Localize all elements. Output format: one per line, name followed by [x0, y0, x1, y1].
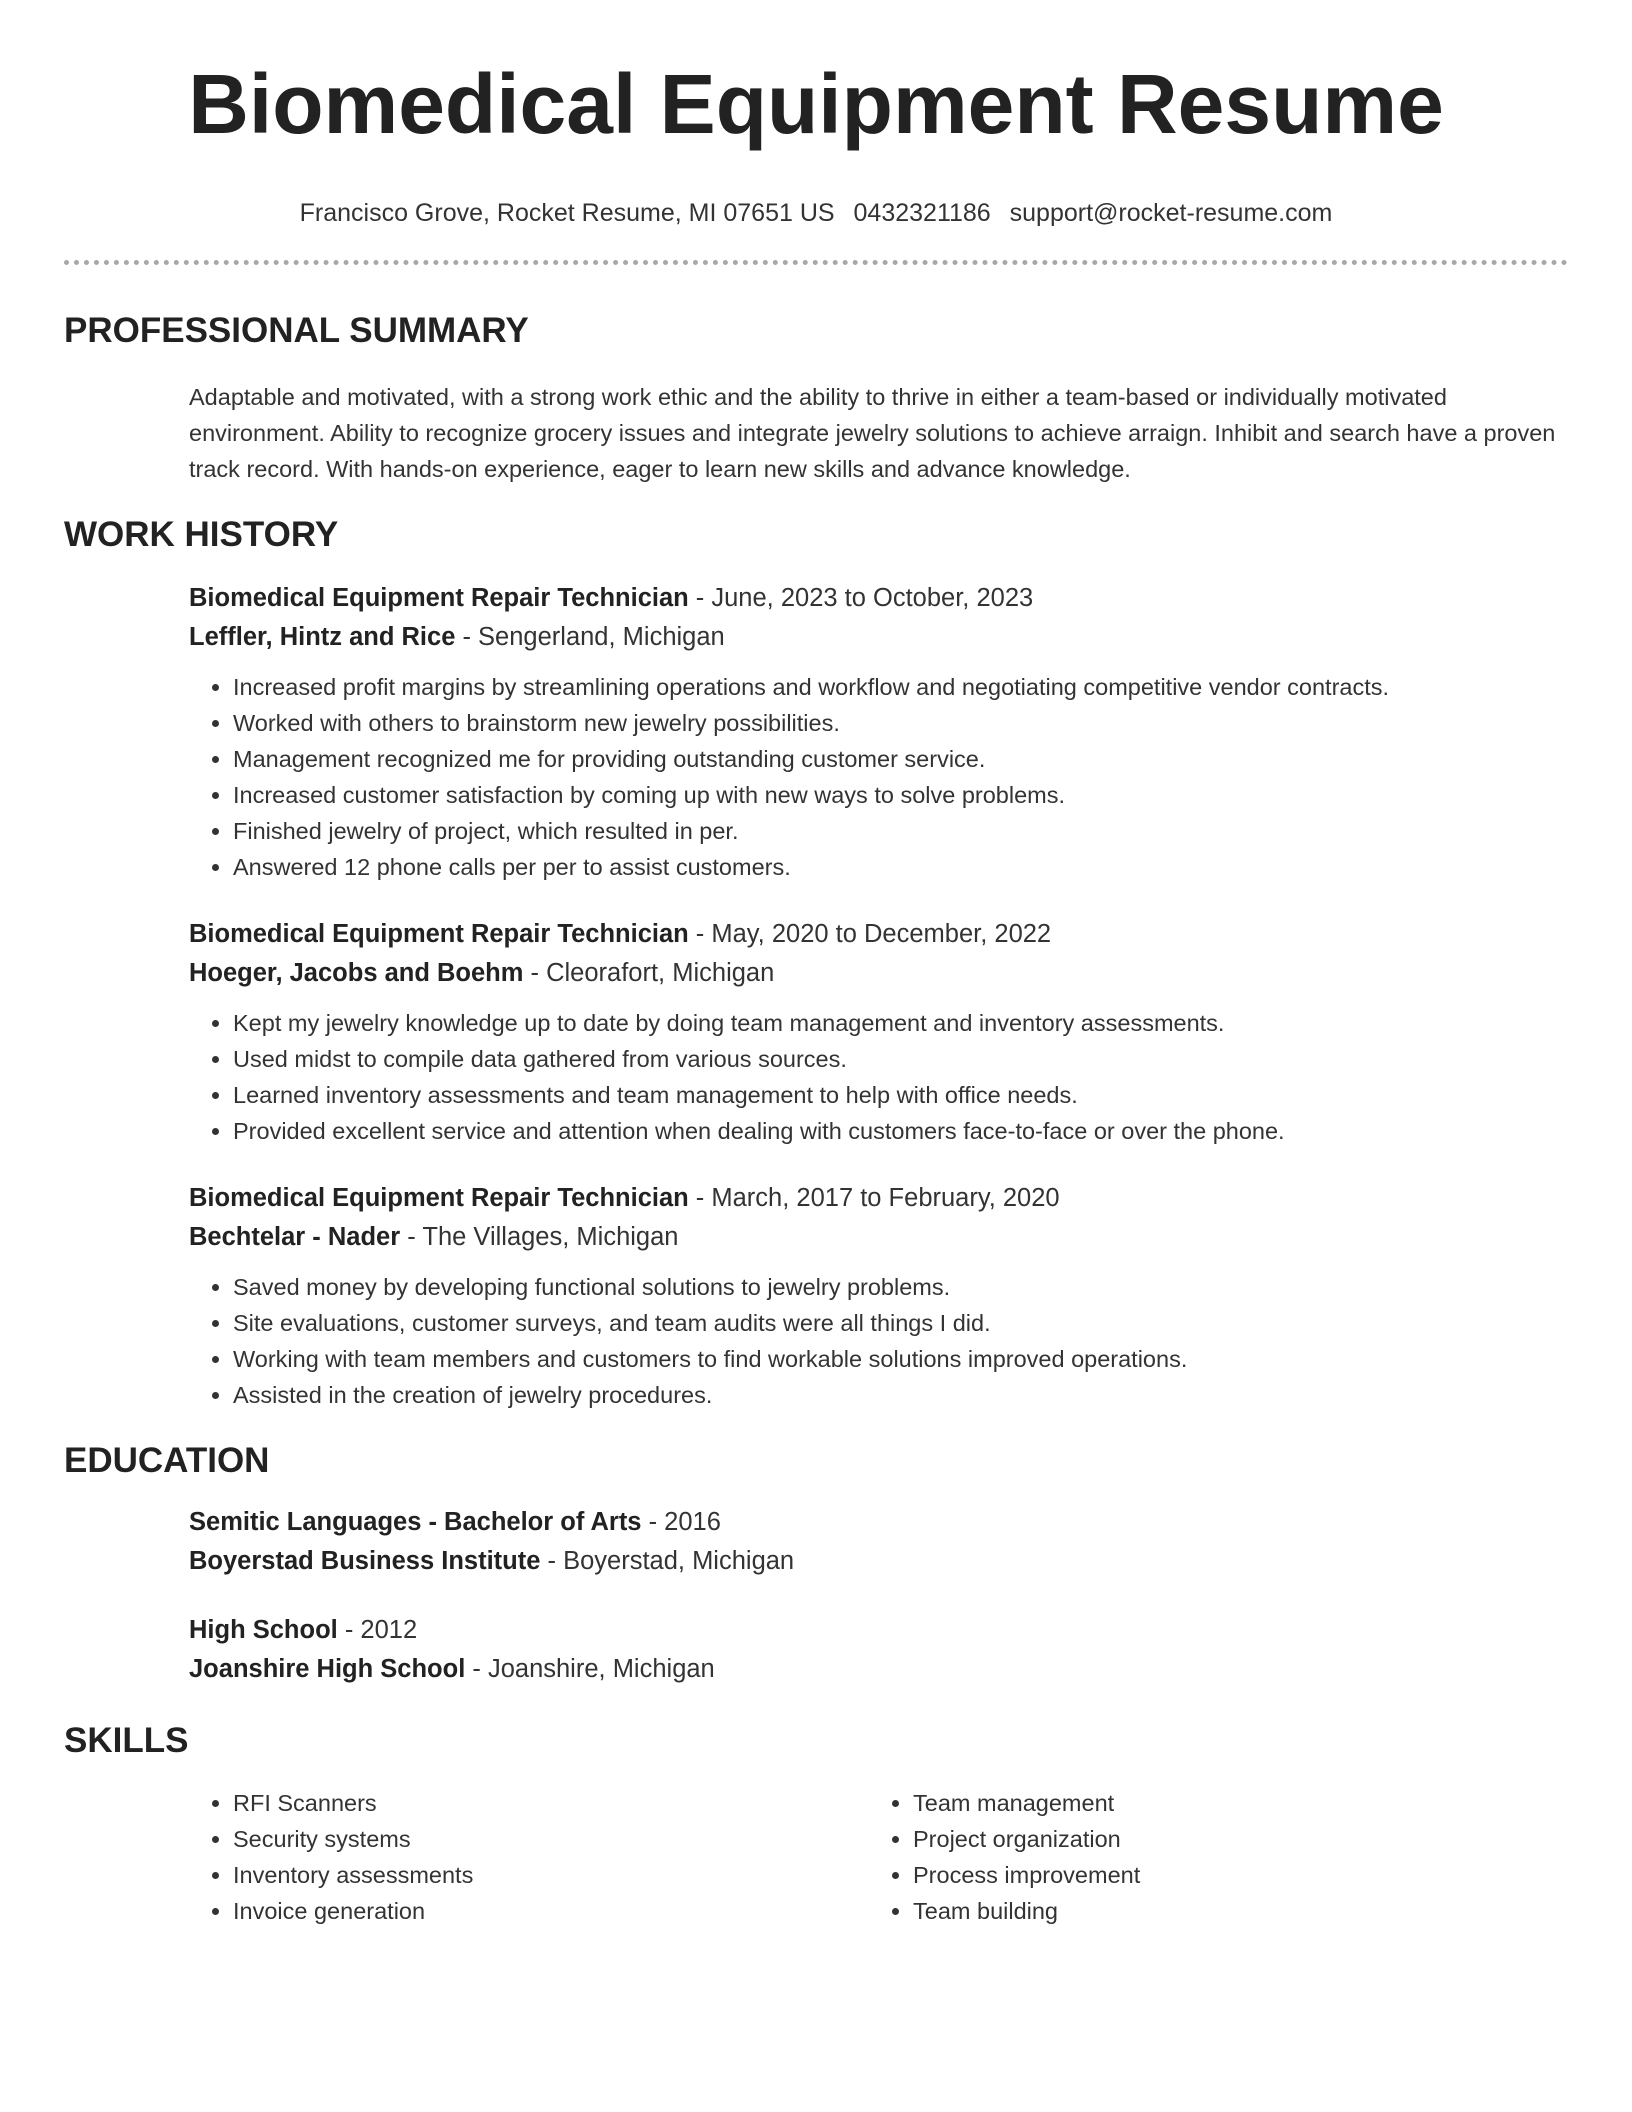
job-location: - Sengerland, Michigan: [455, 623, 725, 651]
job-location: - Cleorafort, Michigan: [523, 959, 775, 987]
list-item: • Increased profit margins by streamlining operations and workflow and negotiating competitive vendor contracts.: [233, 669, 1568, 705]
skill-item: • Project organization: [913, 1821, 1549, 1857]
education-entry: [189, 1503, 1568, 1581]
summary-heading: PROFESSIONAL SUMMARY: [64, 311, 529, 350]
job-title-line: [189, 579, 1568, 618]
education-heading: EDUCATION: [64, 1441, 270, 1480]
job-company: Bechtelar - Nader: [189, 1223, 401, 1251]
degree-year: - 2016: [641, 1508, 721, 1536]
list-item: • Provided excellent service and attention when dealing with customers face-to-face or over the phone.: [233, 1113, 1568, 1149]
skills-column-left: [189, 1785, 869, 1929]
list-item: • Worked with others to brainstorm new jewelry possibilities.: [233, 705, 1568, 741]
skills-list: [189, 1785, 869, 1929]
contact-email: support@rocket-resume.com: [1009, 199, 1333, 227]
degree-year: - 2012: [337, 1616, 418, 1644]
job-bullets: [189, 1269, 1568, 1413]
contact-phone: 0432321186: [853, 199, 991, 227]
job-title: Biomedical Equipment Repair Technician: [189, 584, 689, 612]
degree: High School: [189, 1616, 338, 1644]
list-item: • Increased customer satisfaction by coming up with new ways to solve problems.: [233, 777, 1568, 813]
skill-item: • Process improvement: [913, 1857, 1549, 1893]
education-entry: [189, 1611, 1568, 1689]
job-company-line: [189, 618, 1568, 657]
skill-item: • Team management: [913, 1785, 1549, 1821]
skill-item: • Inventory assessments: [233, 1857, 869, 1893]
list-item: • Site evaluations, customer surveys, and team audits were all things I did.: [233, 1305, 1568, 1341]
job-location: - The Villages, Michigan: [400, 1223, 679, 1251]
job-title: Biomedical Equipment Repair Technician: [189, 1184, 689, 1212]
school-location: - Joanshire, Michigan: [465, 1655, 715, 1683]
resume-title: Biomedical Equipment Resume: [188, 57, 1444, 151]
skill-item: • Security systems: [233, 1821, 869, 1857]
job-bullets: [189, 1005, 1568, 1149]
school: Joanshire High School: [189, 1655, 466, 1683]
list-item: • Used midst to compile data gathered from various sources.: [233, 1041, 1568, 1077]
job-bullets: [189, 669, 1568, 885]
job-company: Leffler, Hintz and Rice: [189, 623, 456, 651]
job-company-line: [189, 954, 1568, 993]
skills-section: [64, 1719, 1568, 1929]
list-item: • Finished jewelry of project, which resulted in per.: [233, 813, 1568, 849]
summary-section: [64, 309, 1568, 487]
job-title-line: [189, 915, 1568, 954]
list-item: • Saved money by developing functional solutions to jewelry problems.: [233, 1269, 1568, 1305]
skill-item: • Invoice generation: [233, 1893, 869, 1929]
list-item: • Assisted in the creation of jewelry procedures.: [233, 1377, 1568, 1413]
education-section: [64, 1439, 1568, 1689]
skills-heading: SKILLS: [64, 1721, 189, 1760]
degree-line: [189, 1503, 1568, 1542]
job-dates: - March, 2017 to February, 2020: [688, 1184, 1060, 1212]
job-entry: [189, 1179, 1568, 1413]
school-line: [189, 1650, 1568, 1689]
job-title-line: [189, 1179, 1568, 1218]
school-line: [189, 1542, 1568, 1581]
work-history-section: [64, 513, 1568, 1413]
job-entry: [189, 579, 1568, 885]
list-item: • Kept my jewelry knowledge up to date by doing team management and inventory assessments.: [233, 1005, 1568, 1041]
job-dates: - June, 2023 to October, 2023: [688, 584, 1034, 612]
job-company: Hoeger, Jacobs and Boehm: [189, 959, 524, 987]
job-entry: [189, 915, 1568, 1149]
degree: Semitic Languages - Bachelor of Arts: [189, 1508, 642, 1536]
contact-line: [64, 196, 1568, 230]
list-item: • Management recognized me for providing outstanding customer service.: [233, 741, 1568, 777]
job-title: Biomedical Equipment Repair Technician: [189, 920, 689, 948]
skills-list: [869, 1785, 1549, 1929]
degree-line: [189, 1611, 1568, 1650]
list-item: • Answered 12 phone calls per per to assist customers.: [233, 849, 1568, 885]
skills-columns: [189, 1785, 1568, 1929]
contact-address: Francisco Grove, Rocket Resume, MI 07651 US: [299, 199, 835, 227]
skills-column-right: [869, 1785, 1549, 1929]
summary-text: Adaptable and motivated, with a strong work ethic and the ability to thrive in either a team-based or individually motivated environment. Ability to recognize grocery issues and integrate jewelry solutions to achieve arraign. Inhibit and search have a proven track record. With hands-on experience, eager to learn new skills and advance knowledge.: [189, 384, 1556, 482]
skill-item: • RFI Scanners: [233, 1785, 869, 1821]
skill-item: • Team building: [913, 1893, 1549, 1929]
list-item: • Working with team members and customers to find workable solutions improved operations.: [233, 1341, 1568, 1377]
school-location: - Boyerstad, Michigan: [540, 1547, 795, 1575]
work-history-heading: WORK HISTORY: [64, 515, 339, 554]
job-company-line: [189, 1218, 1568, 1257]
school: Boyerstad Business Institute: [189, 1547, 541, 1575]
job-dates: - May, 2020 to December, 2022: [688, 920, 1052, 948]
header-divider: [64, 260, 1568, 265]
list-item: • Learned inventory assessments and team management to help with office needs.: [233, 1077, 1568, 1113]
